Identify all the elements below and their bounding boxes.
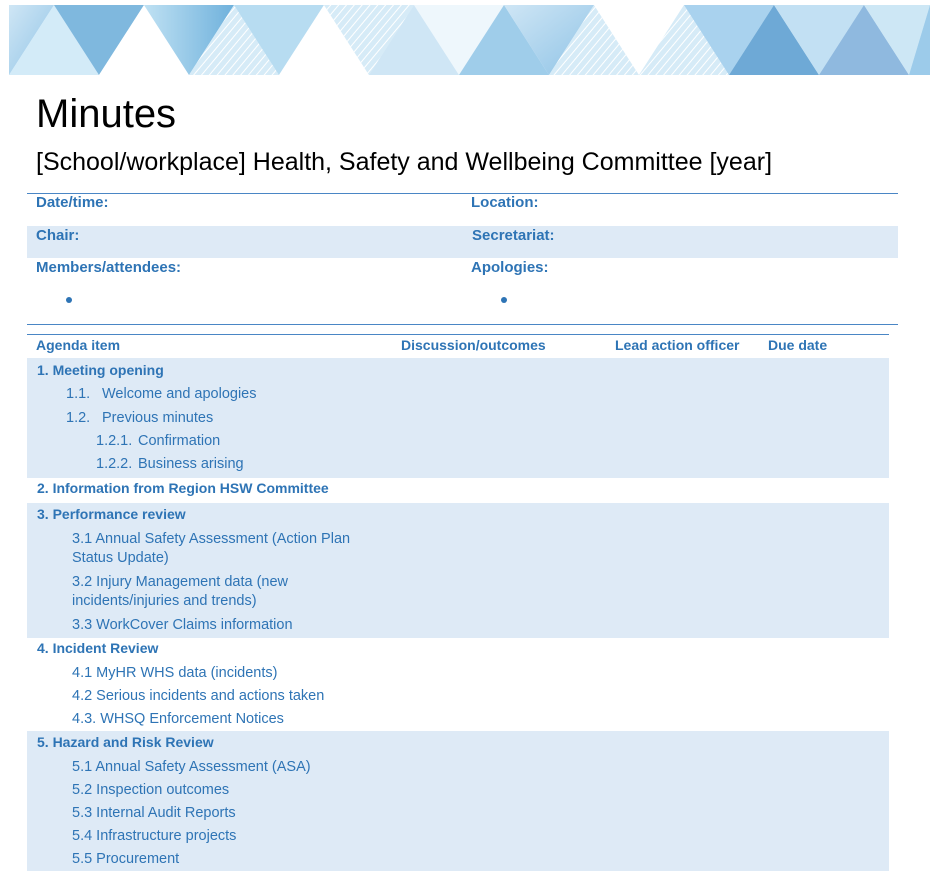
agenda-item-text: 5.1 Annual Safety Assessment (ASA) (72, 759, 311, 775)
due-date-header: Due date (768, 337, 828, 353)
discussion-header: Discussion/outcomes (401, 337, 546, 353)
agenda-item-header: Agenda item (36, 337, 121, 353)
agenda-item-number: 1.1. (66, 386, 91, 402)
section-title: 4. Incident Review (37, 640, 159, 656)
secretariat-label: Secretariat: (472, 227, 555, 244)
page-subtitle: [School/workplace] Health, Safety and Wellbeing Committee [year] (36, 148, 773, 176)
agenda-item-text: 5.3 Internal Audit Reports (72, 805, 236, 821)
location-label: Location: (471, 194, 539, 211)
agenda-item-text: 3.2 Injury Management data (new incidents/injuries and trends) (72, 574, 289, 609)
meta-bottom-rule (27, 324, 898, 325)
agenda-item-number: 1.2. (66, 410, 91, 426)
members-bullet (66, 297, 72, 303)
agenda-item-text: Previous minutes (102, 410, 214, 426)
date-time-label: Date/time: (36, 194, 109, 211)
section-title: 2. Information from Region HSW Committee (37, 480, 329, 496)
agenda-item-number: 1.2.1. (96, 433, 133, 449)
lead-officer-header: Lead action officer (615, 337, 740, 353)
agenda-item-text: Business arising (138, 456, 244, 472)
members-label: Members/attendees: (36, 259, 182, 276)
agenda-item-number: 1.2.2. (96, 456, 133, 472)
agenda-item-text: Confirmation (138, 433, 221, 449)
apologies-bullet (501, 297, 507, 303)
agenda-top-rule (27, 334, 889, 335)
agenda-item-text: 5.2 Inspection outcomes (72, 782, 230, 798)
section-title: 1. Meeting opening (37, 362, 164, 378)
meta-row-band (27, 226, 898, 258)
chair-label: Chair: (36, 227, 80, 244)
agenda-item-text: 4.3. WHSQ Enforcement Notices (72, 711, 284, 727)
agenda-item-text: 3.3 WorkCover Claims information (72, 617, 293, 633)
apologies-label: Apologies: (471, 259, 549, 276)
agenda-item-text: 4.1 MyHR WHS data (incidents) (72, 665, 278, 681)
agenda-item-text: 4.2 Serious incidents and actions taken (72, 688, 325, 704)
agenda-item-text: 3.1 Annual Safety Assessment (Action Plan Status Update) (72, 531, 351, 566)
section-title: 3. Performance review (37, 506, 186, 522)
agenda-item-text: 5.4 Infrastructure projects (72, 828, 237, 844)
meta-top-rule (27, 193, 898, 194)
triangle-pattern-banner (9, 5, 930, 75)
page-title: Minutes (36, 92, 177, 136)
section-title: 5. Hazard and Risk Review (37, 734, 214, 750)
agenda-item-text: 5.5 Procurement (72, 851, 180, 867)
agenda-item-text: Welcome and apologies (102, 386, 257, 402)
